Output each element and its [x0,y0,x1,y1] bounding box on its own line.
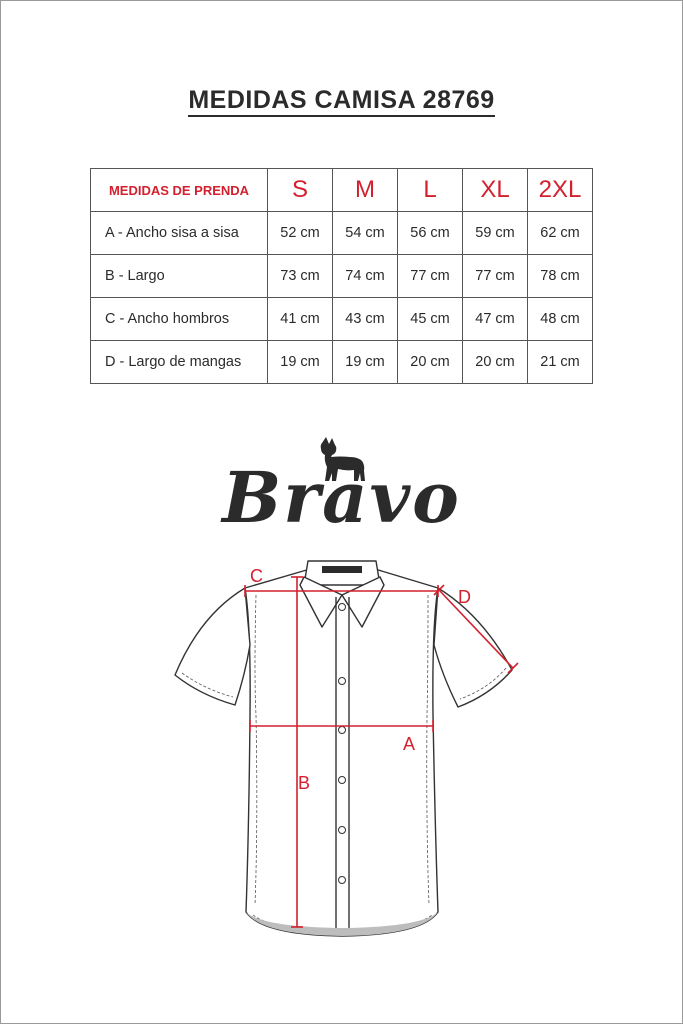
size-table-header [91,169,593,212]
table-cell: 54 cm [333,212,398,255]
shirt-left-sleeve [175,588,250,705]
shirt-tag [322,566,362,573]
measure-label-a: A [403,734,416,754]
size-2xl: 2XL [528,169,593,212]
row-label: B - Largo [91,255,268,298]
page-title: MEDIDAS CAMISA 28769 [0,86,683,115]
row-label: D - Largo de mangas [91,341,268,384]
table-cell: 47 cm [463,298,528,341]
size-s: S [268,169,333,212]
measure-label-c: C [250,566,263,586]
table-cell: 41 cm [268,298,333,341]
table-cell: 43 cm [333,298,398,341]
table-cell: 52 cm [268,212,333,255]
table-cell: 21 cm [528,341,593,384]
table-cell: 77 cm [398,255,463,298]
brand-logo: Bravo [222,456,461,539]
table-cell: 78 cm [528,255,593,298]
table-cell: 77 cm [463,255,528,298]
table-cell: 74 cm [333,255,398,298]
table-cell: 19 cm [268,341,333,384]
table-cell: 56 cm [398,212,463,255]
table-cell: 62 cm [528,212,593,255]
table-cell: 59 cm [463,212,528,255]
size-table [90,168,593,384]
table-cell: 45 cm [398,298,463,341]
table-cell: 20 cm [463,341,528,384]
shirt-diagram [160,555,530,950]
size-xl: XL [463,169,528,212]
shirt-right-sleeve [434,588,512,707]
table-row [91,298,593,341]
measure-label-b: B [298,773,311,793]
table-cell: 20 cm [398,341,463,384]
size-m: M [333,169,398,212]
table-row [91,212,593,255]
table-cell: 48 cm [528,298,593,341]
table-cell: 73 cm [268,255,333,298]
size-l: L [398,169,463,212]
table-row [91,341,593,384]
row-label: A - Ancho sisa a sisa [91,212,268,255]
table-row [91,255,593,298]
header-label: MEDIDAS DE PRENDA [91,169,268,212]
measure-label-d: D [458,587,471,607]
table-cell: 19 cm [333,341,398,384]
row-label: C - Ancho hombros [91,298,268,341]
